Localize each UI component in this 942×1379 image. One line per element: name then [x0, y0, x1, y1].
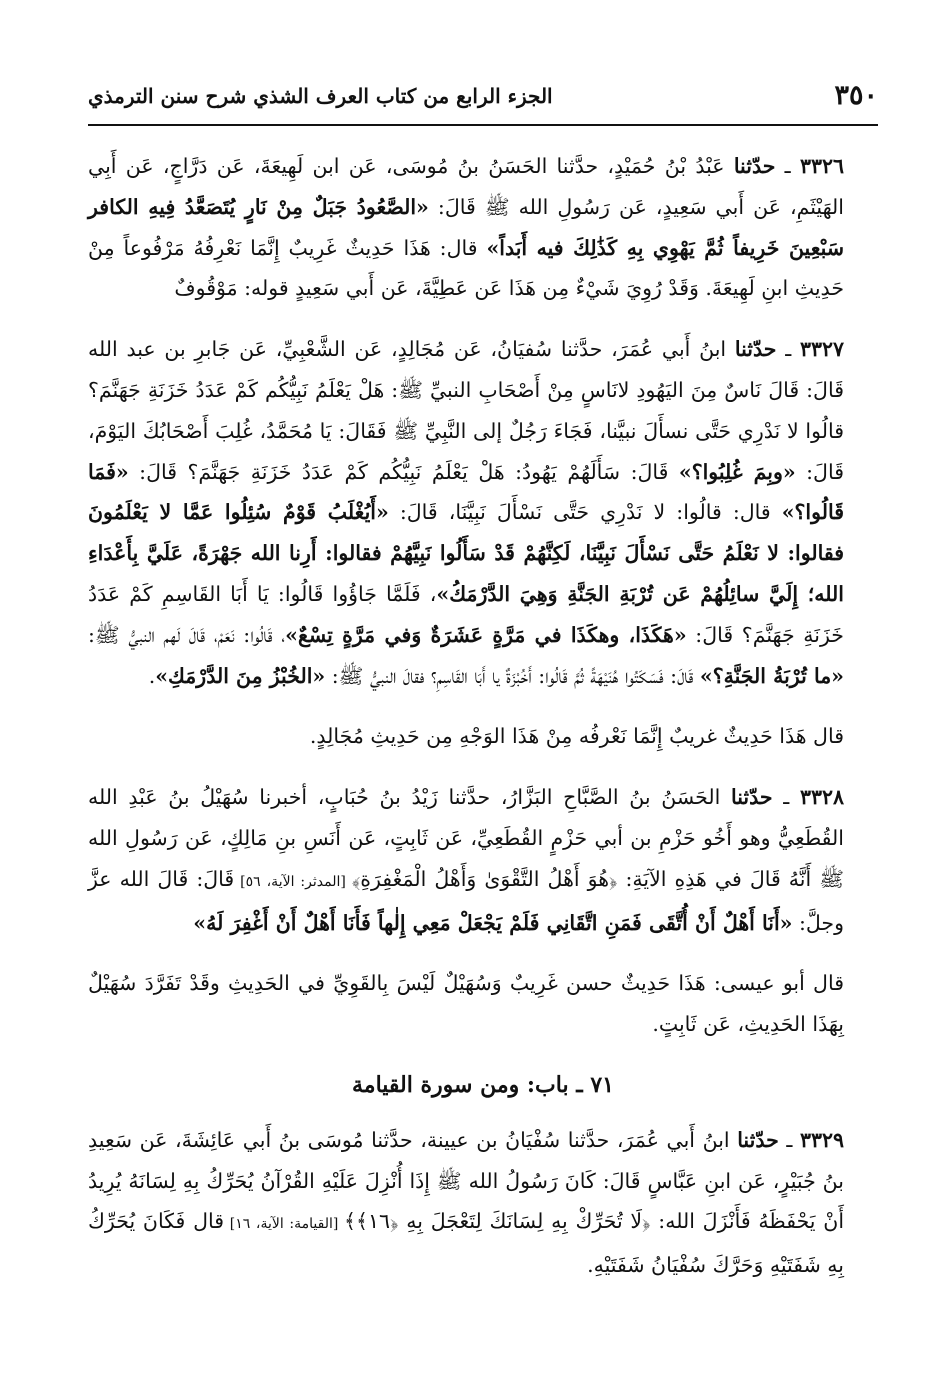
- running-header: [88, 80, 878, 122]
- hadith-number: ٣٣٢٧: [799, 337, 844, 362]
- verse-reference: [المدثر: الآية، ٥٦]: [234, 873, 352, 890]
- hadith-text: الحَسَنُ بنُ الصَّبَّاحِ البَزَّارُ، حدَّثنا زَيْدُ بنُ حُبَابٍ، أخبرنا سُهَيْلُ بنُ عَبْدِ الله القُطَعِيُّ وهو أَخُو حَزْمِ بن أبي حَزْمٍ القُطَعِيِّ، عَن ثَابِتٍ، عَن أَنَسِ بنِ مَالِكٍ، عَن رَسُولِ الله ﷺ أَنَّهُ قَالَ في هَذِهِ الآيَةِ:: [88, 785, 844, 891]
- commentary-3327: قال هَذَا حَدِيثٌ غريبٌ إِنَّمَا نَعْرفُه مِنْ هَذَا الوَجْهِ مِن حَدِيثِ مُجَالِدٍ.: [309, 724, 844, 749]
- separator: ـ: [772, 785, 800, 810]
- hadith-3328: [88, 777, 878, 943]
- quran-verse: ﴿لَا تُحَرِّكْ بِهِ لِسَانَكَ لِتَعْجَلَ بِهِ ﴿١٦﴾﴾: [344, 1209, 651, 1234]
- hadith-text: ابنُ أَبي عُمَرَ، حدَّثنا سُفْيَانُ بن عيينة، حدَّثنا مُوسَى بنُ أَبي عَائِشَةَ، عَن سَعِيدِ بنُ جُبَيْرٍ، عَن ابنِ عَبَّاسٍ قَالَ: كَانَ رَسُولُ الله ﷺ إِذَا أُنْزِلَ عَلَيْهِ القُرْآنُ يُحَرِّكُ بِهِ لِسَانَهُ يُرِيدُ أَنْ يَحْفَظَهُ فَأَنْزَلَ الله:: [88, 1127, 845, 1234]
- hadith-text: ، فَلَمَّا جَاؤُوا قَالُوا: يَا أَبَا القَاسِمِ كَمْ عَدَدُ خَزَنَةِ جَهَنَّمَ؟ قَالَ:: [88, 581, 844, 647]
- main-text: [88, 146, 878, 1306]
- hadith-text: عَبْدُ بْنُ حُمَيْدٍ، حدَّثنا الحَسَنُ بنُ مُوسَى، عَن ابن لَهِيعَةَ، عَن دَرَّاجٍ، عَن أَبِي الهَيْثَمِ، عَن أَبي سَعِيدٍ، عَن رَسُولِ الله ﷺ قَالَ:: [88, 154, 844, 219]
- prophetic-quote: «هَكَذَا، وهكَذَا في مَرَّةٍ عَشَرَةٌ وَفي مَرَّةٍ تِسْعٌ»: [285, 622, 687, 647]
- header-rule: [88, 124, 878, 126]
- hadith-text: قَالَ: قَالَ الله عزَّ وجلَّ:: [88, 866, 844, 935]
- prophetic-quote: «أَيُغْلَبُ قَوْمٌ سُئِلُوا عَمَّا لا يَعْلَمُونَ فقالوا: لا نَعْلَمُ حَتَّى نَسْأَلَ نَبِيَّنَا، لَكِنَّهُمْ قَدْ سَأَلُوا نَبِيَّهُمْ فقالوا: أَرِنا الله جَهْرَةً، عَلَيَّ بِأَعْدَاءِ الله؛ إِلَيَّ سائِلُهُمْ عَن تُرْبَةِ الجَنَّةِ وَهِيَ الدَّرْمَكُ»: [88, 500, 844, 606]
- haddathana-keyword: حدّثنا: [733, 154, 776, 178]
- separator: ـ: [775, 154, 800, 178]
- book-title: الجزء الرابع من كتاب العرف الشذي شرح سنن الترمذي: [88, 84, 553, 108]
- verse-reference: [القيامة: الآية، ١٦]: [224, 1216, 345, 1233]
- haddathana-keyword: حدّثنا: [734, 337, 777, 362]
- hadith-text: قَالَ: فَسَكَتُوا هُنَيْهَةً ثُمَّ قَالُوا: أَخُبْزَةٌ يا أَبَا القَاسِمِ؟ فقالَ النبيُّ ﷺ:: [325, 663, 700, 688]
- prophetic-quote: «فَمَا قَالُوا؟»: [88, 459, 845, 525]
- hadith-3329: [88, 1120, 878, 1286]
- chapter-heading: ٧١ ـ باب: ومن سورة القيامة: [351, 1071, 614, 1098]
- separator: ـ: [776, 337, 800, 362]
- hadith-text: قال: قالُوا: لا نَدْرِي حَتَّى نَسْأَلَ نَبِيَّنَا، قَالَ:: [388, 500, 782, 525]
- haddathana-keyword: حدّثنا: [730, 785, 773, 810]
- quran-verse: ﴿هُوَ أَهْلُ التَّقْوَىٰ وَأَهْلُ الْمَغْفِرَةِ﴾: [351, 866, 618, 891]
- hadith-text: قَالَ: سَأَلَهُمْ يَهُودُ: هَلْ يَعْلَمُ نَبِيُّكُم كَمْ عَدَدُ خَزَنَةِ جَهَنَّمَ؟ قَالَ:: [128, 459, 679, 484]
- hadith-text: قال فَكَانَ يُحَرِّكُ بِهِ شَفَتَيْهِ وَحَرَّكَ سُفْيَانُ شَفَتَيْهِ.: [88, 1209, 844, 1278]
- hadith-3327: [88, 329, 878, 696]
- hadith-3326: [88, 146, 878, 309]
- prophetic-quote: «أَنَا أَهْلٌ أَنْ أُتَّقَى فَمَنِ اتَّقَانِي فَلَمْ يَجْعَلْ مَعِي إِلٰهاً فَأَنَا أَهْلٌ أَنْ أَغْفِرَ لَهُ»: [193, 910, 793, 935]
- haddathana-keyword: حدّثنا: [737, 1127, 779, 1152]
- hadith-text: ابنُ أَبي عُمَرَ، حدَّثنا سُفيَانُ، عَن مُجَالِدٍ، عَن الشَّعْبِيِّ، عَن جَابرِ بن عبد الله قَالَ: قَالَ نَاسٌ مِنَ اليَهُودِ لانَاسٍ مِنْ أَصْحَابِ النبيِّ ﷺ: هَلْ يَعْلَمُ نَبِيُّكُم كَمْ عَدَدُ خَزَنَةِ جَهَنَّمَ؟ قالُوا لا نَدْرِي حَتَّى نسأَلَ نبيَّنا، فَجَاءَ رَجُلٌ إلى النَّبِيِّ ﷺ فَقَالَ: يَا مُحَمَّدُ، غُلِبَ أَصْحَابُكَ اليَوْمَ، قَالَ:: [88, 337, 844, 484]
- hadith-number: ٣٣٢٩: [799, 1127, 844, 1152]
- separator: ـ: [778, 1127, 800, 1152]
- prophetic-quote: «ما تُرْبَةُ الجَنَّةِ؟»: [699, 663, 844, 688]
- hadith-number: ٣٣٢٨: [799, 785, 844, 810]
- hadith-text: .: [148, 663, 156, 688]
- prophetic-quote: «الصَّعُودُ جَبَلٌ مِنْ نَارٍ يُتَصَعَّدُ فِيهِ الكافر سَبْعِينَ خَرِيفاً ثُمَّ يَهْوِي بِهِ كَذَٰلِكَ فيه أَبَداً»: [88, 194, 844, 260]
- hadith-text: ، قَالُوا: نَعَمْ، قَالَ لَهم النبيُّ ﷺ:: [88, 622, 286, 647]
- prophetic-quote: «الخُبْزُ مِنَ الدَّرْمَكِ»: [155, 663, 326, 688]
- prophetic-quote: «وبِمَ غُلِبُوا؟»: [678, 459, 796, 484]
- hadith-number: ٣٣٢٦: [799, 154, 844, 178]
- commentary-3328: قال أبو عيسى: هَذَا حَدِيثٌ حسن غَرِيبٌ وَسُهَيْلٌ لَيْسَ بِالقَوِيِّ في الحَدِيثِ وقَدْ تَفَرَّدَ سُهَيْلٌ بِهَذَا الحَدِيثِ، عَن ثَابِتٍ.: [88, 971, 844, 1037]
- hadith-text: قال: هَذَا حَدِيثٌ غَرِيبٌ إِنَّمَا نَعْرِفُهُ مَرْفُوعاً مِنْ حَدِيثِ ابنِ لَهِيعَةَ. وَقَدْ رُوِيَ شَيْءٌ مِن هَذَا عَن عَطِيَّةَ، عَن أَبي سَعِيدٍ قوله: مَوْقُوفٌ: [88, 235, 844, 301]
- page-number: ٣٥٠: [834, 80, 878, 111]
